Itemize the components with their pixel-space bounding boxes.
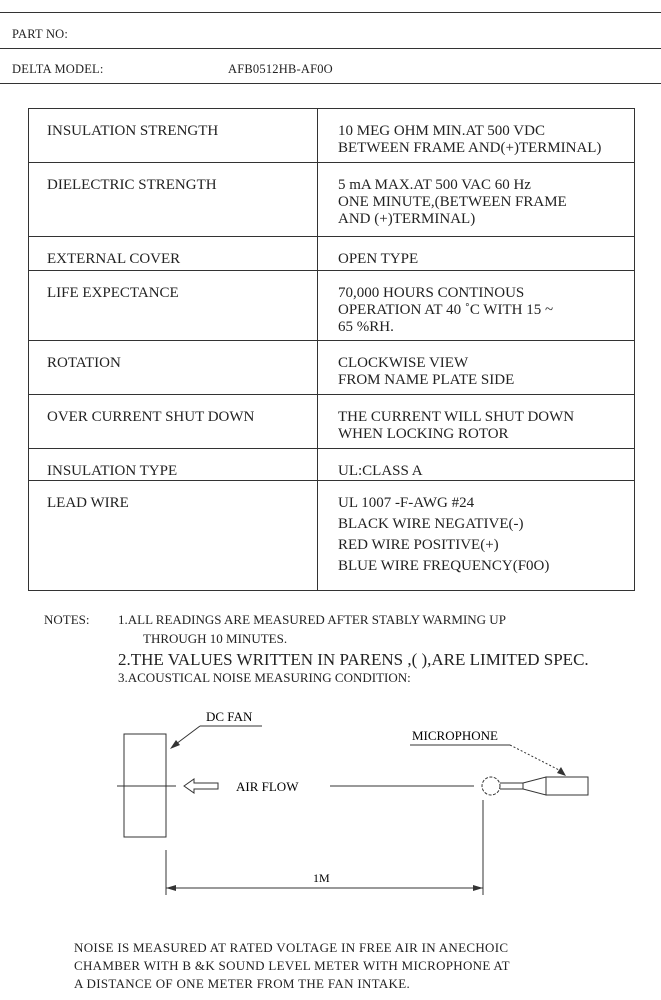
note-1-line-2: THROUGH 10 MINUTES. xyxy=(143,631,288,646)
spec-key: LEAD WIRE xyxy=(29,481,318,591)
notes-label: NOTES: xyxy=(44,612,90,627)
spec-value-line: OPERATION AT 40 ˚C WITH 15 ~ xyxy=(338,302,554,318)
spec-row xyxy=(29,237,635,271)
air-flow-arrow xyxy=(184,779,218,793)
spec-value xyxy=(318,341,635,395)
mic-body xyxy=(546,777,588,795)
microphone-head xyxy=(482,777,500,795)
footer-line-3: A DISTANCE OF ONE METER FROM THE FAN INTAKE. xyxy=(74,976,411,991)
spec-value-line: OPEN TYPE xyxy=(338,251,419,267)
spec-value xyxy=(318,109,635,163)
spec-key: EXTERNAL COVER xyxy=(29,237,318,271)
spec-value-line: ONE MINUTE,(BETWEEN FRAME xyxy=(338,194,567,210)
spec-value-line: THE CURRENT WILL SHUT DOWN xyxy=(338,409,575,425)
spec-row xyxy=(29,481,635,591)
spec-value-line: RED WIRE POSITIVE(+) xyxy=(338,537,499,553)
spec-value-line: AND (+)TERMINAL) xyxy=(338,211,476,227)
spec-value-line: UL 1007 -F-AWG #24 xyxy=(338,495,475,511)
header-rule-2 xyxy=(0,83,661,84)
spec-row xyxy=(29,271,635,341)
spec-value-line: BLUE WIRE FREQUENCY(F0O) xyxy=(338,558,550,574)
header-top-rule xyxy=(0,12,661,13)
mic-taper xyxy=(523,777,546,795)
footer-line-1: NOISE IS MEASURED AT RATED VOLTAGE IN FREE AIR IN ANECHOIC xyxy=(74,940,509,955)
spec-table xyxy=(28,108,635,591)
spec-value-line: 5 mA MAX.AT 500 VAC 60 Hz xyxy=(338,177,531,193)
header-rule-1 xyxy=(0,48,661,49)
note-2: 2.THE VALUES WRITTEN IN PARENS ,( ),ARE LIMITED SPEC. xyxy=(118,650,589,669)
mic-arrowhead xyxy=(557,767,566,776)
model-value: AFB0512HB-AF0O xyxy=(228,62,333,76)
distance-label: 1M xyxy=(313,871,330,885)
spec-value xyxy=(318,237,635,271)
air-flow-label: AIR FLOW xyxy=(236,779,299,794)
dim-arrow-left xyxy=(166,885,176,891)
spec-value-line: WHEN LOCKING ROTOR xyxy=(338,426,509,442)
spec-row xyxy=(29,109,635,163)
dc-fan-label: DC FAN xyxy=(206,709,253,724)
spec-key: ROTATION xyxy=(29,341,318,395)
spec-value xyxy=(318,481,635,591)
dim-arrow-right xyxy=(473,885,483,891)
spec-value-line: UL:CLASS A xyxy=(338,463,423,479)
spec-row xyxy=(29,395,635,449)
spec-key: OVER CURRENT SHUT DOWN xyxy=(29,395,318,449)
footer-line-2: CHAMBER WITH B &K SOUND LEVEL METER WITH MICROPHONE AT xyxy=(74,958,510,973)
spec-value-line: 70,000 HOURS CONTINOUS xyxy=(338,285,525,301)
spec-value-line: BLACK WIRE NEGATIVE(-) xyxy=(338,516,524,532)
model-label: DELTA MODEL: xyxy=(12,62,104,76)
spec-value xyxy=(318,163,635,237)
spec-value-line: BETWEEN FRAME AND(+)TERMINAL) xyxy=(338,140,602,156)
spec-value xyxy=(318,271,635,341)
spec-row xyxy=(29,163,635,237)
spec-row xyxy=(29,449,635,481)
microphone-label: MICROPHONE xyxy=(412,728,498,743)
spec-value xyxy=(318,449,635,481)
spec-key: INSULATION TYPE xyxy=(29,449,318,481)
note-1-line-1: 1.ALL READINGS ARE MEASURED AFTER STABLY WARMING UP xyxy=(118,612,506,627)
noise-measurement-diagram xyxy=(0,700,661,940)
spec-value-line: FROM NAME PLATE SIDE xyxy=(338,372,515,388)
spec-value xyxy=(318,395,635,449)
note-3: 3.ACOUSTICAL NOISE MEASURING CONDITION: xyxy=(118,670,411,685)
part-no-label: PART NO: xyxy=(12,27,69,41)
spec-value-line: CLOCKWISE VIEW xyxy=(338,355,469,371)
dc-fan-arrowhead xyxy=(170,740,180,749)
spec-value-line: 10 MEG OHM MIN.AT 500 VDC xyxy=(338,123,545,139)
spec-key: LIFE EXPECTANCE xyxy=(29,271,318,341)
spec-row xyxy=(29,341,635,395)
spec-key: DIELECTRIC STRENGTH xyxy=(29,163,318,237)
mic-leader xyxy=(510,745,563,772)
spec-key: INSULATION STRENGTH xyxy=(29,109,318,163)
spec-value-line: 65 %RH. xyxy=(338,319,394,335)
